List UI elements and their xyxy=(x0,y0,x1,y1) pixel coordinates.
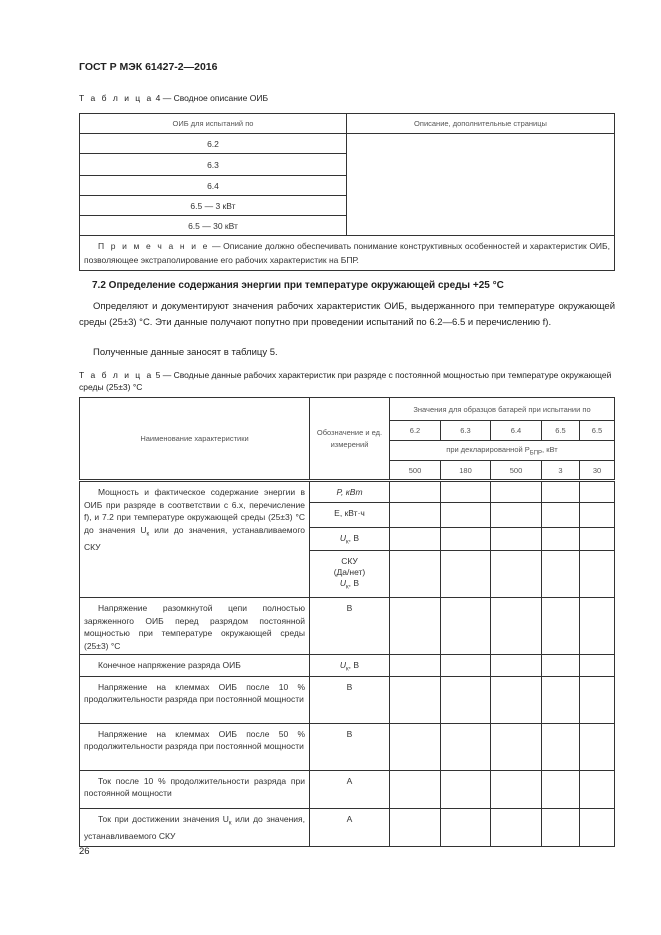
text: или до значения, устанавливаемого СКУ xyxy=(84,524,305,552)
characteristic-name xyxy=(80,481,310,598)
text: или до значения, устанавливаемого СКУ xyxy=(84,813,306,841)
declared-power: 180 xyxy=(441,461,491,481)
unit-cell: А xyxy=(310,770,390,808)
table-cell: 6.3 xyxy=(80,154,347,176)
characteristic-name: Ток после 10 % продолжительности разряда при постоянной мощности xyxy=(80,770,310,808)
unit-cell xyxy=(310,551,390,598)
unit: U xyxy=(339,660,347,670)
caption-text: 5 — Сводные данные рабочих характеристик при разряде с постоянной мощностью при температуре окружающей среды (25±3) °С xyxy=(79,370,612,392)
subscript: БПР xyxy=(529,450,543,457)
col-header-values: Значения для образцов батарей при испытании по xyxy=(390,398,615,421)
unit-cell: В xyxy=(310,598,390,655)
col-header: ОИБ для испытаний по xyxy=(80,114,347,134)
unit-cell: А xyxy=(310,808,390,846)
page-number: 26 xyxy=(79,846,90,857)
unit-cell: Е, кВт·ч xyxy=(310,503,390,528)
caption-text: 4 — Сводное описание ОИБ xyxy=(153,93,269,103)
document-header: ГОСТ Р МЭК 61427-2—2016 xyxy=(79,61,218,73)
unit: U xyxy=(339,533,347,543)
table-cell: 6.5 — 30 кВт xyxy=(80,216,347,236)
characteristic-name: Напряжение на клеммах ОИБ после 50 % продолжительности разряда при постоянной мощности xyxy=(80,723,310,770)
subscript: к xyxy=(228,820,232,827)
text: Мощность и фактическое содержание энергии в ОИБ при разряде в соответствии с 6.х, перечисление f), и 7.2 при температуре окружающей среды (25±3) °С до значения U xyxy=(84,487,305,535)
test-clause: 6.5 xyxy=(542,421,580,441)
unit: СКУ xyxy=(341,556,358,566)
paragraph: Полученные данные заносят в таблицу 5. xyxy=(93,347,278,358)
table-cell: 6.2 xyxy=(80,134,347,154)
table-cell: 6.4 xyxy=(80,176,347,196)
declared-power-header xyxy=(390,441,615,461)
unit-cell: В xyxy=(310,676,390,723)
unit-cell xyxy=(310,528,390,551)
test-clause: 6.5 xyxy=(580,421,615,441)
declared-power: 30 xyxy=(580,461,615,481)
unit-cell xyxy=(310,655,390,677)
unit: , В xyxy=(348,660,360,670)
subscript: к xyxy=(146,531,150,538)
label: , кВт xyxy=(542,444,558,454)
unit-cell xyxy=(310,481,390,503)
declared-power: 500 xyxy=(390,461,441,481)
table-5 xyxy=(79,397,615,847)
unit: P, кВт xyxy=(336,487,363,497)
unit: (Да/нет) xyxy=(333,567,366,577)
caption-prefix: Т а б л и ц а xyxy=(79,93,154,103)
note-prefix: П р и м е ч а н и е xyxy=(98,241,210,251)
paragraph: Определяют и документируют значения рабочих характеристик ОИБ, выдержанного при температуре окружающей среды (25±3) °С. Эти данные получают попутно при проведении испытаний по 6.2—6.5 и перечислению f). xyxy=(79,301,615,328)
unit-cell: В xyxy=(310,723,390,770)
characteristic-name: Напряжение на клеммах ОИБ после 10 % продолжительности разряда при постоянной мощности xyxy=(80,676,310,723)
declared-power: 3 xyxy=(542,461,580,481)
unit: U xyxy=(339,578,347,588)
characteristic-name: Напряжение разомкнутой цепи полностью заряженного ОИБ перед разрядом постоянной мощностью при температуре окружающей среды (25±3) °С xyxy=(80,598,310,655)
test-clause: 6.2 xyxy=(390,421,441,441)
label: при декларированной P xyxy=(446,444,530,454)
table-note xyxy=(80,236,615,271)
table4-caption xyxy=(79,92,615,104)
subscript: к xyxy=(346,584,349,591)
note-text: — Описание должно обеспечивать понимание конструктивных особенностей и характеристик ОИБ, позволяющее экстраполирование его рабочих характеристик на БПР. xyxy=(84,241,610,265)
section-heading: 7.2 Определение содержания энергии при температуре окружающей среды +25 °С xyxy=(92,280,504,291)
text: Ток при достижении значения U xyxy=(98,813,229,824)
table5-caption xyxy=(79,369,615,393)
col-header-unit: Обозначение и ед. измерений xyxy=(310,398,390,481)
col-header: Описание, дополнительные страницы xyxy=(347,114,615,134)
unit: , В xyxy=(348,533,360,543)
characteristic-name: Конечное напряжение разряда ОИБ xyxy=(80,655,310,677)
description-cell xyxy=(347,134,615,236)
test-clause: 6.4 xyxy=(491,421,542,441)
test-clause: 6.3 xyxy=(441,421,491,441)
subscript: к xyxy=(346,666,349,673)
table-4 xyxy=(79,113,615,271)
col-header-name: Наименование характеристики xyxy=(80,398,310,481)
unit: , В xyxy=(348,578,360,588)
declared-power: 500 xyxy=(491,461,542,481)
table-cell: 6.5 — 3 кВт xyxy=(80,196,347,216)
subscript: к xyxy=(346,539,349,546)
characteristic-name xyxy=(80,808,310,846)
caption-prefix: Т а б л и ц а xyxy=(79,370,154,380)
